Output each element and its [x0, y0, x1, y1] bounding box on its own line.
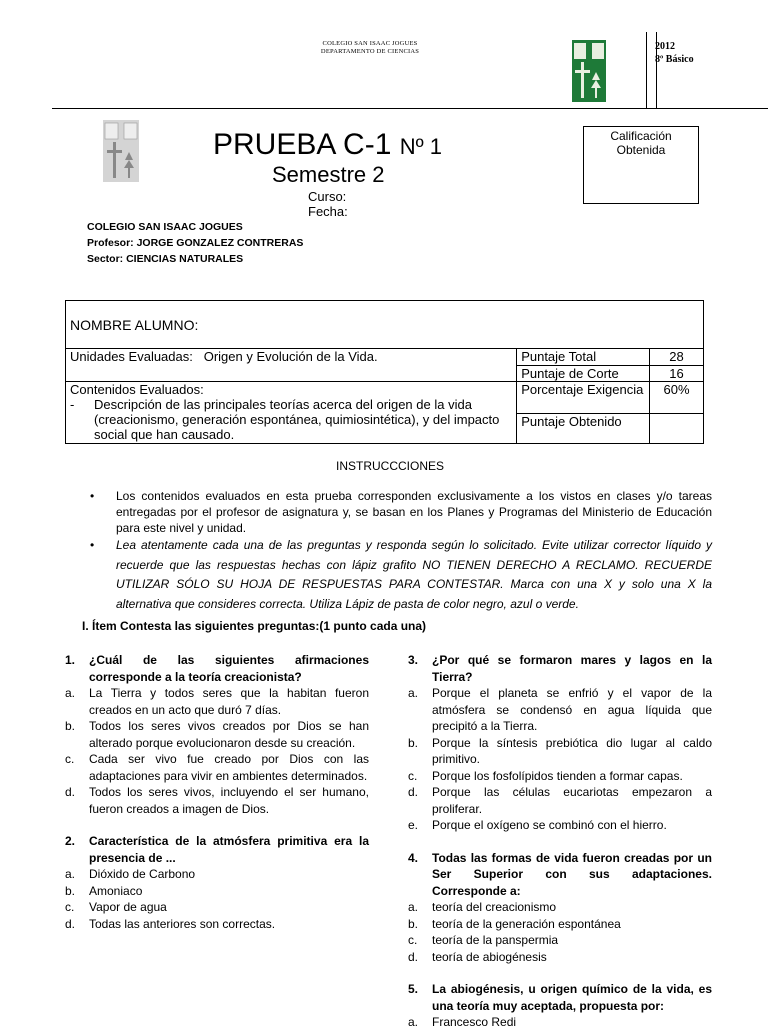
info-sector: Sector: CIENCIAS NATURALES — [87, 253, 244, 265]
option-letter: c. — [65, 752, 75, 766]
option-text: Porque las células eucariotas empezaron a proliferar. — [432, 785, 712, 816]
question-title — [408, 652, 712, 685]
question-number: 4. — [408, 850, 419, 865]
answer-option[interactable] — [65, 751, 369, 784]
option-text: Porque la síntesis prebiótica dio lugar al caldo primitivo. — [432, 735, 712, 766]
questions-left-column — [65, 652, 369, 932]
option-letter: a. — [408, 1015, 419, 1029]
exam-number: Nº 1 — [399, 134, 443, 159]
answer-option[interactable] — [65, 899, 369, 916]
option-text: Porque el oxígeno se combinó con el hierro. — [432, 818, 667, 832]
info-school: COLEGIO SAN ISAAC JOGUES — [87, 221, 243, 233]
option-text: Vapor de agua — [89, 900, 167, 914]
student-name-cell[interactable] — [66, 301, 704, 349]
questions-right-column — [408, 652, 712, 1031]
answer-option[interactable] — [408, 784, 712, 817]
puntaje-obtenido-value[interactable] — [650, 414, 704, 444]
question-2 — [65, 833, 369, 932]
porcentaje-value: 60% — [650, 382, 704, 414]
info-profesor: Profesor: JORGE GONZALEZ CONTRERAS — [87, 237, 304, 249]
option-letter: c. — [65, 900, 75, 914]
semester: Semestre 2 — [272, 162, 385, 187]
exam-info-table — [65, 300, 704, 444]
puntaje-corte-label: Puntaje de Corte — [517, 366, 650, 382]
school-line-1: COLEGIO SAN ISAAC JOGUES — [322, 40, 418, 47]
option-text: Cada ser vivo fue creado por Dios con las adaptaciones para vivir en ambientes determinados. — [89, 752, 369, 783]
option-letter: d. — [408, 785, 419, 799]
school-info — [87, 219, 303, 267]
option-text: Porque el planeta se enfrió y el vapor de la atmósfera se condensó en agua líquida que precipitó a la Tierra. — [432, 686, 712, 733]
answer-option[interactable] — [408, 949, 712, 966]
exam-title — [213, 128, 442, 164]
question-text: ¿Cuál de las siguientes afirmaciones corresponde a la teoría creacionista? — [89, 653, 369, 684]
curso-label: Curso: — [308, 189, 347, 204]
option-letter: a. — [408, 900, 419, 914]
header-school-name — [290, 40, 450, 56]
bullet-icon: • — [90, 489, 95, 503]
answer-option[interactable] — [65, 718, 369, 751]
answer-option[interactable] — [65, 866, 369, 883]
answer-option[interactable] — [65, 916, 369, 933]
option-letter: b. — [65, 719, 76, 733]
answer-option[interactable] — [408, 916, 712, 933]
answer-option[interactable] — [408, 932, 712, 949]
header-rule — [52, 108, 768, 109]
grade-box-line1: Calificación — [610, 129, 672, 143]
bullet-icon: • — [90, 538, 95, 552]
option-text: teoría de la panspermia — [432, 933, 559, 947]
question-1 — [65, 652, 369, 817]
option-letter: a. — [408, 686, 419, 700]
question-text: Característica de la atmósfera primitiva era la presencia de ... — [89, 834, 369, 865]
school-crest — [103, 120, 139, 182]
instructions-title: INSTRUCCCIONES — [335, 459, 444, 473]
option-text: Amoniaco — [89, 883, 143, 898]
option-text: teoría del creacionismo — [432, 900, 557, 914]
grade: 8º Básico — [655, 54, 694, 65]
answer-option[interactable] — [65, 685, 369, 718]
option-text: La Tierra y todos seres que la habitan fueron creados en un acto que duró 7 días. — [89, 686, 369, 717]
option-letter: d. — [65, 785, 76, 799]
unidades-cell — [66, 349, 517, 382]
option-letter: a. — [65, 867, 76, 881]
grade-box-line2: Obtenida — [616, 143, 666, 157]
option-text: Porque los fosfolípidos tienden a formar capas. — [432, 768, 683, 783]
question-5 — [408, 981, 712, 1031]
answer-option[interactable] — [408, 1014, 712, 1031]
answer-option[interactable] — [408, 735, 712, 768]
answer-option[interactable] — [408, 768, 712, 785]
question-title — [65, 652, 369, 685]
puntaje-corte-value: 16 — [650, 366, 704, 382]
option-text: Todos los seres vivos creados por Dios se han alterado porque evolucionaron desde su creación. — [89, 719, 369, 750]
option-text: teoría de la generación espontánea — [432, 916, 621, 931]
question-number: 2. — [65, 834, 76, 848]
option-letter: d. — [65, 916, 76, 931]
answer-option[interactable] — [65, 784, 369, 817]
school-logo — [572, 40, 606, 102]
option-text: Francesco Redi — [432, 1015, 517, 1029]
question-text: ¿Por qué se formaron mares y lagos en la Tierra? — [432, 653, 712, 684]
year: 2012 — [655, 41, 675, 52]
contenidos-label: Contenidos Evaluados: — [70, 382, 204, 397]
header-year-grade — [655, 40, 694, 66]
question-title — [65, 833, 369, 866]
question-text: La abiogénesis, u origen químico de la vida, es una teoría muy aceptada, propuesta por: — [432, 982, 712, 1013]
option-letter: c. — [408, 768, 418, 783]
option-letter: d. — [408, 949, 419, 964]
exam-title-main: PRUEBA C-1 — [213, 128, 392, 161]
option-text: Todas las anteriores son correctas. — [89, 916, 276, 931]
answer-option[interactable] — [65, 883, 369, 900]
option-letter: c. — [408, 933, 418, 947]
instruction-2 — [90, 536, 712, 614]
question-title — [408, 981, 712, 1014]
instruction-1 — [90, 488, 712, 536]
header-divider-1 — [646, 32, 647, 108]
question-3 — [408, 652, 712, 834]
puntaje-total-label: Puntaje Total — [517, 349, 650, 366]
option-text: Todos los seres vivos, incluyendo el ser humano, fueron creados a imagen de Dios. — [89, 785, 369, 816]
grade-box[interactable] — [583, 126, 699, 204]
option-letter: b. — [408, 735, 419, 750]
question-number: 1. — [65, 653, 76, 667]
puntaje-obtenido-label: Puntaje Obtenido — [517, 414, 650, 444]
option-text: Dióxido de Carbono — [89, 867, 196, 881]
answer-option[interactable] — [408, 685, 712, 735]
question-title — [408, 850, 712, 900]
question-number: 3. — [408, 653, 419, 667]
question-text: Todas las formas de vida fueron creadas por un Ser Superior con sus adaptaciones. Corresponde a: — [432, 850, 712, 898]
porcentaje-label: Porcentaje Exigencia — [517, 382, 650, 414]
puntaje-total-value: 28 — [650, 349, 704, 366]
option-letter: b. — [408, 916, 419, 931]
section-title: I. Ítem Contesta las siguientes preguntas:(1 punto cada una) — [82, 619, 427, 633]
option-text: teoría de abiogénesis — [432, 949, 547, 964]
answer-option[interactable] — [408, 817, 712, 834]
option-letter: b. — [65, 883, 76, 898]
option-letter: a. — [65, 686, 76, 700]
question-4 — [408, 850, 712, 966]
option-letter: e. — [408, 818, 419, 832]
instruction-1-text: Los contenidos evaluados en esta prueba corresponden exclusivamente a los vistos en clases y/o tareas entregadas por el profesor de asignatura y, se basan en los Planes y Programas del Ministerio de Educación para este nivel y unidad. — [116, 489, 712, 535]
question-number: 5. — [408, 982, 419, 996]
answer-option[interactable] — [408, 899, 712, 916]
contenidos-cell — [66, 382, 517, 444]
instruction-2-text: Lea atentamente cada una de las preguntas y responda según lo solicitado. Evite utilizar corrector líquido y recuerde que las respuestas hechas con lápiz grafito NO TIENEN DERECHO A RECLAMO. RECUERDE UTILIZAR SÓLO SU HOJA DE RESPUESTAS PARA CONTESTAR. Marca con una X y solo una X la alternativa que consideres correcta. Utiliza Lápiz de pasta de color negro, azul o verde. — [116, 538, 712, 611]
school-line-2: DEPARTAMENTO DE CIENCIAS — [320, 48, 420, 55]
contenidos-dash: - — [70, 397, 75, 412]
student-name-label: NOMBRE ALUMNO: — [70, 317, 199, 333]
contenidos-text: Descripción de las principales teorías acerca del origen de la vida (creacionismo, generación espontánea, quimiosintética), y del impacto social que han causado. — [94, 397, 500, 442]
unidades-label: Unidades Evaluadas: — [70, 349, 193, 364]
fecha-label: Fecha: — [308, 204, 348, 219]
unidades-value: Origen y Evolución de la Vida. — [203, 349, 378, 364]
